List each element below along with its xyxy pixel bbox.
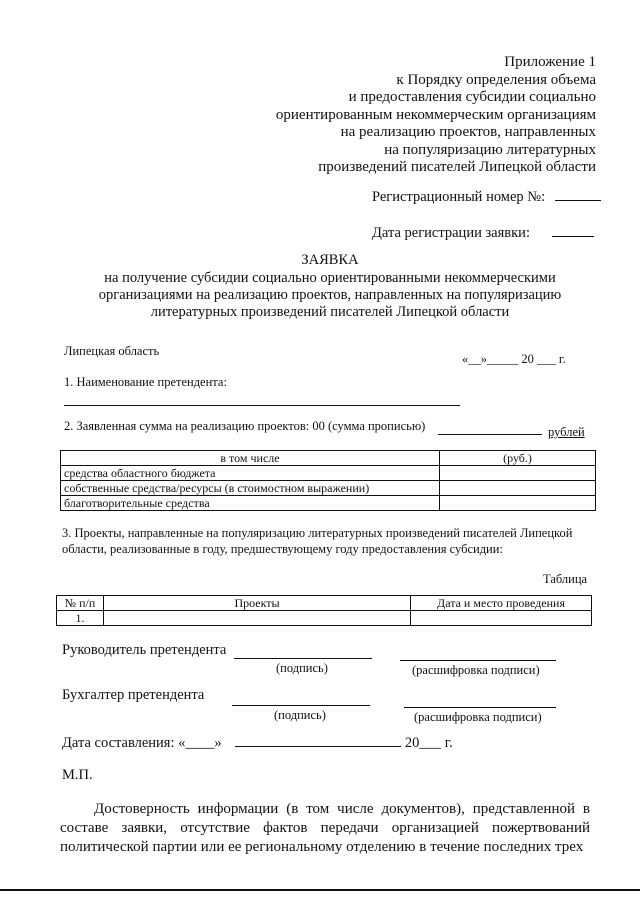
table-cell: средства областного бюджета (61, 466, 440, 481)
section3-line: 3. Проекты, направленные на популяризацию литературных произведений писателей Липецкой (62, 526, 573, 540)
table-input-cell[interactable] (440, 466, 596, 481)
compile-date-field[interactable] (235, 746, 401, 747)
application-heading: ЗАЯВКА (301, 252, 359, 268)
table-cell: собственные средства/ресурсы (в стоимостном выражении) (61, 481, 440, 496)
compile-date-row (62, 735, 453, 752)
signature-caption: (подпись) (274, 708, 326, 722)
reliability-paragraph: Достоверность информации (в том числе документов), представленной в составе заявки, отсутствие фактов передачи организацией пожертвований политической партии или ее региональному отделению в течение последних трех (60, 801, 590, 855)
registration-date-row (372, 225, 594, 242)
appendix-line: к Порядку определения объема (396, 71, 596, 88)
projects-table (56, 595, 592, 626)
table-header-cell: в том числе (61, 451, 440, 466)
table-row (57, 611, 592, 626)
registration-date-label: Дата регистрации заявки: (372, 225, 530, 241)
subtitle-line: организациями на реализацию проектов, направленных на популяризацию (98, 287, 562, 303)
appendix-line: на популяризацию литературных (384, 141, 596, 158)
accountant-signature-field[interactable] (232, 705, 370, 706)
currency-label: рублей (548, 425, 585, 439)
page-bottom-rule (0, 889, 640, 891)
appendix-line: на реализацию проектов, направленных (340, 124, 596, 140)
signature-caption: (подпись) (276, 661, 328, 675)
registration-number-row (372, 189, 601, 206)
section2-label: 2. Заявленная сумма на реализацию проектов: 00 (сумма прописью) (64, 419, 426, 433)
table-caption: Таблица (543, 572, 588, 586)
accountant-label: Бухгалтер претендента (62, 687, 205, 703)
table-cell: 1. (57, 611, 104, 626)
head-decoding-field[interactable] (400, 660, 556, 661)
table-cell: благотворительные средства (61, 496, 440, 511)
table-row (57, 596, 592, 611)
decoding-caption: (расшифровка подписи) (414, 710, 542, 724)
section3-line: области, реализованные в году, предшествующему году предоставления субсидии: (62, 542, 503, 556)
funding-table (60, 450, 596, 511)
table-row (61, 481, 596, 496)
registration-number-field[interactable] (555, 200, 601, 201)
table-header-cell: № п/п (57, 596, 104, 611)
appendix-block (276, 54, 596, 177)
subtitle-line: литературных произведений писателей Липецкой области (150, 304, 510, 320)
region-label: Липецкая область (64, 344, 160, 358)
head-label: Руководитель претендента (62, 642, 227, 658)
table-input-cell[interactable] (440, 496, 596, 511)
table-row (61, 451, 596, 466)
table-input-cell[interactable] (411, 611, 592, 626)
stamp-label: М.П. (62, 767, 93, 783)
table-header-cell: Дата и место проведения (411, 596, 592, 611)
compile-date-label: Дата составления: «____» (62, 735, 222, 751)
amount-words-field[interactable] (438, 434, 542, 435)
table-row (61, 466, 596, 481)
subtitle-line: на получение субсидии социально ориентированными некоммерческими (104, 270, 556, 286)
table-header-cell: (руб.) (440, 451, 596, 466)
decoding-caption: (расшифровка подписи) (412, 663, 540, 677)
compile-date-year: 20___ г. (404, 735, 453, 751)
section3-text (62, 525, 572, 557)
application-subtitle (60, 270, 600, 321)
section1-label: 1. Наименование претендента: (64, 375, 227, 389)
head-signature-field[interactable] (234, 658, 372, 659)
appendix-line: Приложение 1 (504, 54, 596, 70)
appendix-line: ориентированным некоммерческим организациям (275, 106, 596, 123)
table-input-cell[interactable] (104, 611, 411, 626)
registration-date-field[interactable] (552, 236, 594, 237)
table-input-cell[interactable] (440, 481, 596, 496)
accountant-decoding-field[interactable] (404, 707, 556, 708)
application-date: «__»_____ 20 ___ г. (462, 352, 566, 366)
registration-number-label: Регистрационный номер №: (372, 189, 546, 205)
appendix-line: и предоставления субсидии социально (348, 89, 596, 105)
applicant-name-field[interactable] (64, 405, 460, 406)
table-header-cell: Проекты (104, 596, 411, 611)
table-row (61, 496, 596, 511)
appendix-line: произведений писателей Липецкой области (318, 159, 596, 175)
